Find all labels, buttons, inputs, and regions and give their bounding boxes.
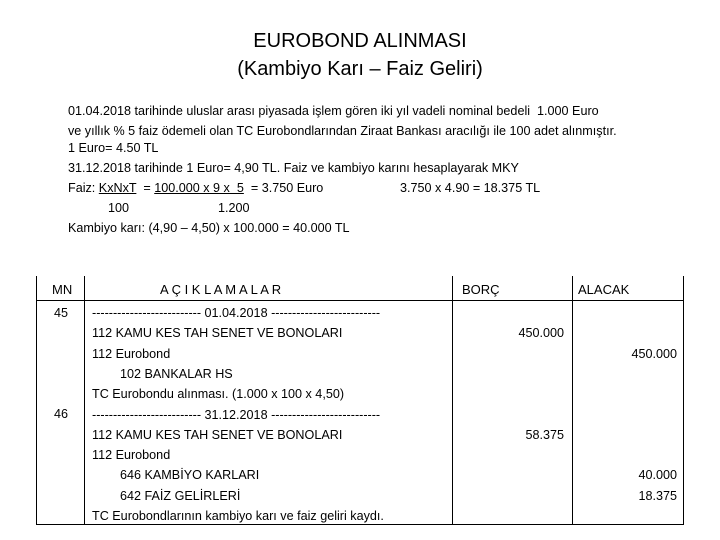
column-divider [572,276,573,525]
journal-row-text: -------------------------- 31.12.2018 -------------------------- [92,408,381,422]
journal-row-text: 112 KAMU KES TAH SENET VE BONOLARI [92,326,343,340]
journal-row-text: -------------------------- 01.04.2018 -------------------------- [92,306,381,320]
journal-row-text: TC Eurobondlarının kambiyo karı ve faiz geliri kaydı. [92,509,384,523]
column-divider [452,276,453,525]
faiz-formula: KxNxT [98,181,137,195]
journal-row-text: 646 KAMBİYO KARLARI [92,468,260,482]
faiz-label: Faiz: [68,181,99,195]
faiz-equals: = [136,181,155,195]
journal-row-text: 112 Eurobond [92,347,171,361]
alacak-amount: 40.000 [638,468,677,482]
page-subtitle: (Kambiyo Karı – Faiz Geliri) [237,58,483,80]
journal-row-text: 102 BANKALAR HS [92,367,233,381]
faiz-result: = 3.750 Euro [243,181,324,195]
borc-amount: 450.000 [518,326,564,340]
intro-line-1: 01.04.2018 tarihinde uluslar arası piyasada işlem gören iki yıl vadeli nominal bedeli 1.000 Euro [68,104,599,118]
header-aciklama: A Ç I K L A M A L A R [160,282,282,297]
alacak-amount: 450.000 [631,347,677,361]
intro-line-2: ve yıllık % 5 faiz ödemeli olan TC Eurobondlarından Ziraat Bankası aracılığı ile 100 adet alınmıştır. [68,124,617,138]
journal-row-text: TC Eurobondu alınması. (1.000 x 100 x 4,50) [92,387,345,401]
table-header-divider [36,300,684,301]
mn-value: 45 [54,306,69,320]
alacak-amount: 18.375 [638,489,677,503]
intro-line-3: 1 Euro= 4.50 TL [68,141,159,155]
page-title: EUROBOND ALINMASI [253,30,467,52]
faiz-denominator-right: 1.200 [218,201,250,215]
mn-value: 46 [54,407,69,421]
faiz-formula-line [68,181,323,195]
faiz-tl-result: 3.750 x 4.90 = 18.375 TL [400,181,541,195]
intro-line-4: 31.12.2018 tarihinde 1 Euro= 4,90 TL. Faiz ve kambiyo karını hesaplayarak MKY [68,161,519,175]
header-borc: BORÇ [462,282,500,297]
kambiyo-line: Kambiyo karı: (4,90 – 4,50) x 100.000 = 40.000 TL [68,221,350,235]
journal-row-text: 112 KAMU KES TAH SENET VE BONOLARI [92,428,343,442]
borc-amount: 58.375 [525,428,564,442]
journal-row-text: 642 FAİZ GELİRLERİ [92,489,241,503]
faiz-denominator-left: 100 [108,201,130,215]
header-mn: MN [52,282,73,297]
journal-row-text: 112 Eurobond [92,448,171,462]
column-divider [84,276,85,525]
faiz-numerator: 100.000 x 9 x 5 [154,181,244,195]
header-alacak: ALACAK [578,282,630,297]
